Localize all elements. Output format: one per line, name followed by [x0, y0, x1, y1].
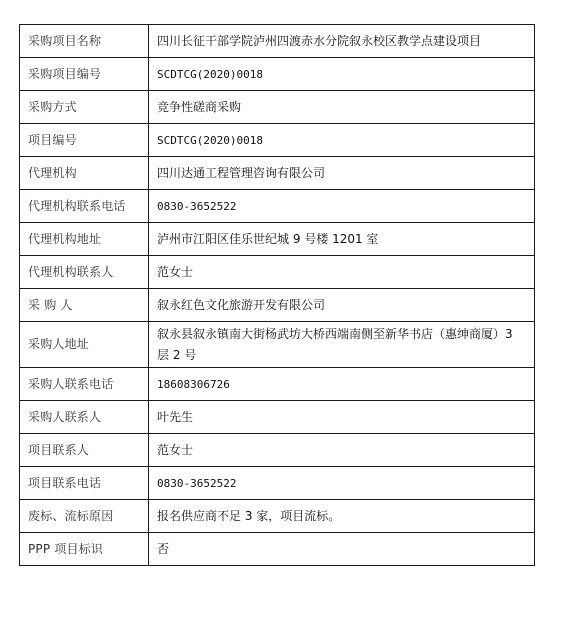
field-value: SCDTCG(2020)0018 — [149, 58, 535, 91]
field-label: 采购项目编号 — [20, 58, 149, 91]
field-value: 18608306726 — [149, 368, 535, 401]
field-value: 四川长征干部学院泸州四渡赤水分院叙永校区教学点建设项目 — [149, 25, 535, 58]
field-label: 废标、流标原因 — [20, 500, 149, 533]
table-row — [20, 91, 535, 124]
field-value: 叙永县叙永镇南大街杨武坊大桥西端南侧至新华书店（惠绅商厦）3 层 2 号 — [149, 322, 535, 368]
table-row — [20, 157, 535, 190]
field-label: 采购方式 — [20, 91, 149, 124]
field-label: PPP 项目标识 — [20, 533, 149, 566]
field-value: 范女士 — [149, 434, 535, 467]
field-label: 代理机构联系电话 — [20, 190, 149, 223]
field-value: 报名供应商不足 3 家，项目流标。 — [149, 500, 535, 533]
field-value: 范女士 — [149, 256, 535, 289]
field-value: SCDTCG(2020)0018 — [149, 124, 535, 157]
table-row — [20, 289, 535, 322]
field-value: 否 — [149, 533, 535, 566]
field-value: 竞争性磋商采购 — [149, 91, 535, 124]
table-row — [20, 322, 535, 368]
table-row — [20, 401, 535, 434]
field-label: 项目联系人 — [20, 434, 149, 467]
procurement-info-table — [19, 24, 535, 566]
table-row — [20, 124, 535, 157]
field-label: 采购人联系人 — [20, 401, 149, 434]
table-row — [20, 190, 535, 223]
field-label: 采购人地址 — [20, 322, 149, 368]
field-label: 采购人联系电话 — [20, 368, 149, 401]
table-row — [20, 500, 535, 533]
field-value: 泸州市江阳区佳乐世纪城 9 号楼 1201 室 — [149, 223, 535, 256]
field-label: 代理机构联系人 — [20, 256, 149, 289]
field-label: 项目联系电话 — [20, 467, 149, 500]
field-value: 四川达通工程管理咨询有限公司 — [149, 157, 535, 190]
table-row — [20, 223, 535, 256]
field-label: 采购项目名称 — [20, 25, 149, 58]
field-value: 叙永红色文化旅游开发有限公司 — [149, 289, 535, 322]
field-label: 代理机构 — [20, 157, 149, 190]
field-value: 0830-3652522 — [149, 467, 535, 500]
table-row — [20, 467, 535, 500]
field-label: 代理机构地址 — [20, 223, 149, 256]
table-row — [20, 58, 535, 91]
field-value: 叶先生 — [149, 401, 535, 434]
table-row — [20, 25, 535, 58]
table-row — [20, 533, 535, 566]
table-row — [20, 368, 535, 401]
table-row — [20, 434, 535, 467]
table-row — [20, 256, 535, 289]
field-value: 0830-3652522 — [149, 190, 535, 223]
field-label: 采 购 人 — [20, 289, 149, 322]
field-label: 项目编号 — [20, 124, 149, 157]
